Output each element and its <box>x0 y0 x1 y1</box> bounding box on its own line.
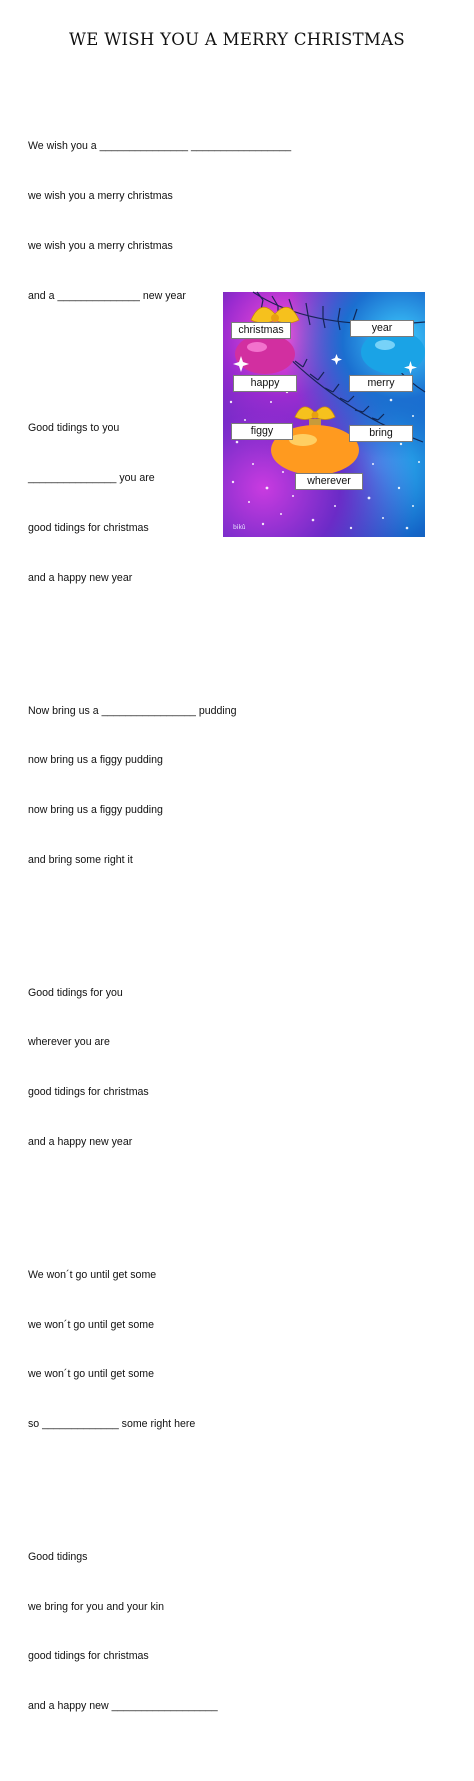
word-chip-merry[interactable]: merry <box>349 375 413 392</box>
lyric-line: we wish you a merry christmas <box>28 190 173 203</box>
word-chip-happy[interactable]: happy <box>233 375 297 392</box>
gold-bow-icon <box>295 407 335 420</box>
lyric-line: we won´t go until get some <box>28 1318 155 1331</box>
lyric-line: good tidings for christmas <box>28 1650 149 1663</box>
lyric-line: Good tidings <box>28 1550 88 1563</box>
word-chip-wherever[interactable]: wherever <box>295 473 363 490</box>
word-chip-figgy[interactable]: figgy <box>231 423 293 440</box>
lyric-line: good tidings for christmas <box>28 1086 149 1099</box>
lyric-line: _______________ you are <box>28 472 155 485</box>
gold-bow-icon <box>251 307 299 323</box>
lyric-line: so _____________ some right here <box>28 1418 196 1431</box>
lyric-line: and a happy new year <box>28 1136 133 1148</box>
lyric-line: good tidings for christmas <box>28 522 149 535</box>
lyric-line: now bring us a figgy pudding <box>28 754 163 767</box>
lyric-line: and bring some right it <box>28 853 133 866</box>
lyric-line: we won´t go until get some <box>28 1368 155 1381</box>
word-chip-christmas[interactable]: christmas <box>231 322 291 339</box>
lyric-line: We won´t go until get some <box>28 1268 157 1281</box>
stanza-5 <box>28 1234 291 1466</box>
lyric-line: Good tidings for you <box>28 986 123 999</box>
magenta-ornament-icon <box>235 334 295 374</box>
lyric-line: We wish you a _______________ _________________ <box>28 140 292 153</box>
stanza-6 <box>28 1516 291 1748</box>
word-chip-bring[interactable]: bring <box>349 425 413 442</box>
lyric-line: and a happy new year <box>28 571 133 584</box>
page-title: WE WISH YOU A MERRY CHRISTMAS <box>69 30 405 49</box>
lyric-line: we bring for you and your kin <box>28 1600 165 1613</box>
artist-signature: bikû <box>233 524 246 531</box>
word-chip-year[interactable]: year <box>350 320 414 337</box>
lyric-line: we wish you a merry christmas <box>28 239 173 252</box>
lyric-line: now bring us a figgy pudding <box>28 804 163 817</box>
lyric-line: and a happy new __________________ <box>28 1700 218 1713</box>
stanza-3 <box>28 669 291 901</box>
christmas-ornaments-picture <box>223 292 425 537</box>
lyric-line: wherever you are <box>28 1036 110 1049</box>
stanza-4 <box>28 951 291 1183</box>
lyric-line: Now bring us a ________________ pudding <box>28 704 237 717</box>
lyric-line: and a ______________ new year <box>28 289 186 302</box>
lyric-line: Good tidings to you <box>28 422 120 435</box>
